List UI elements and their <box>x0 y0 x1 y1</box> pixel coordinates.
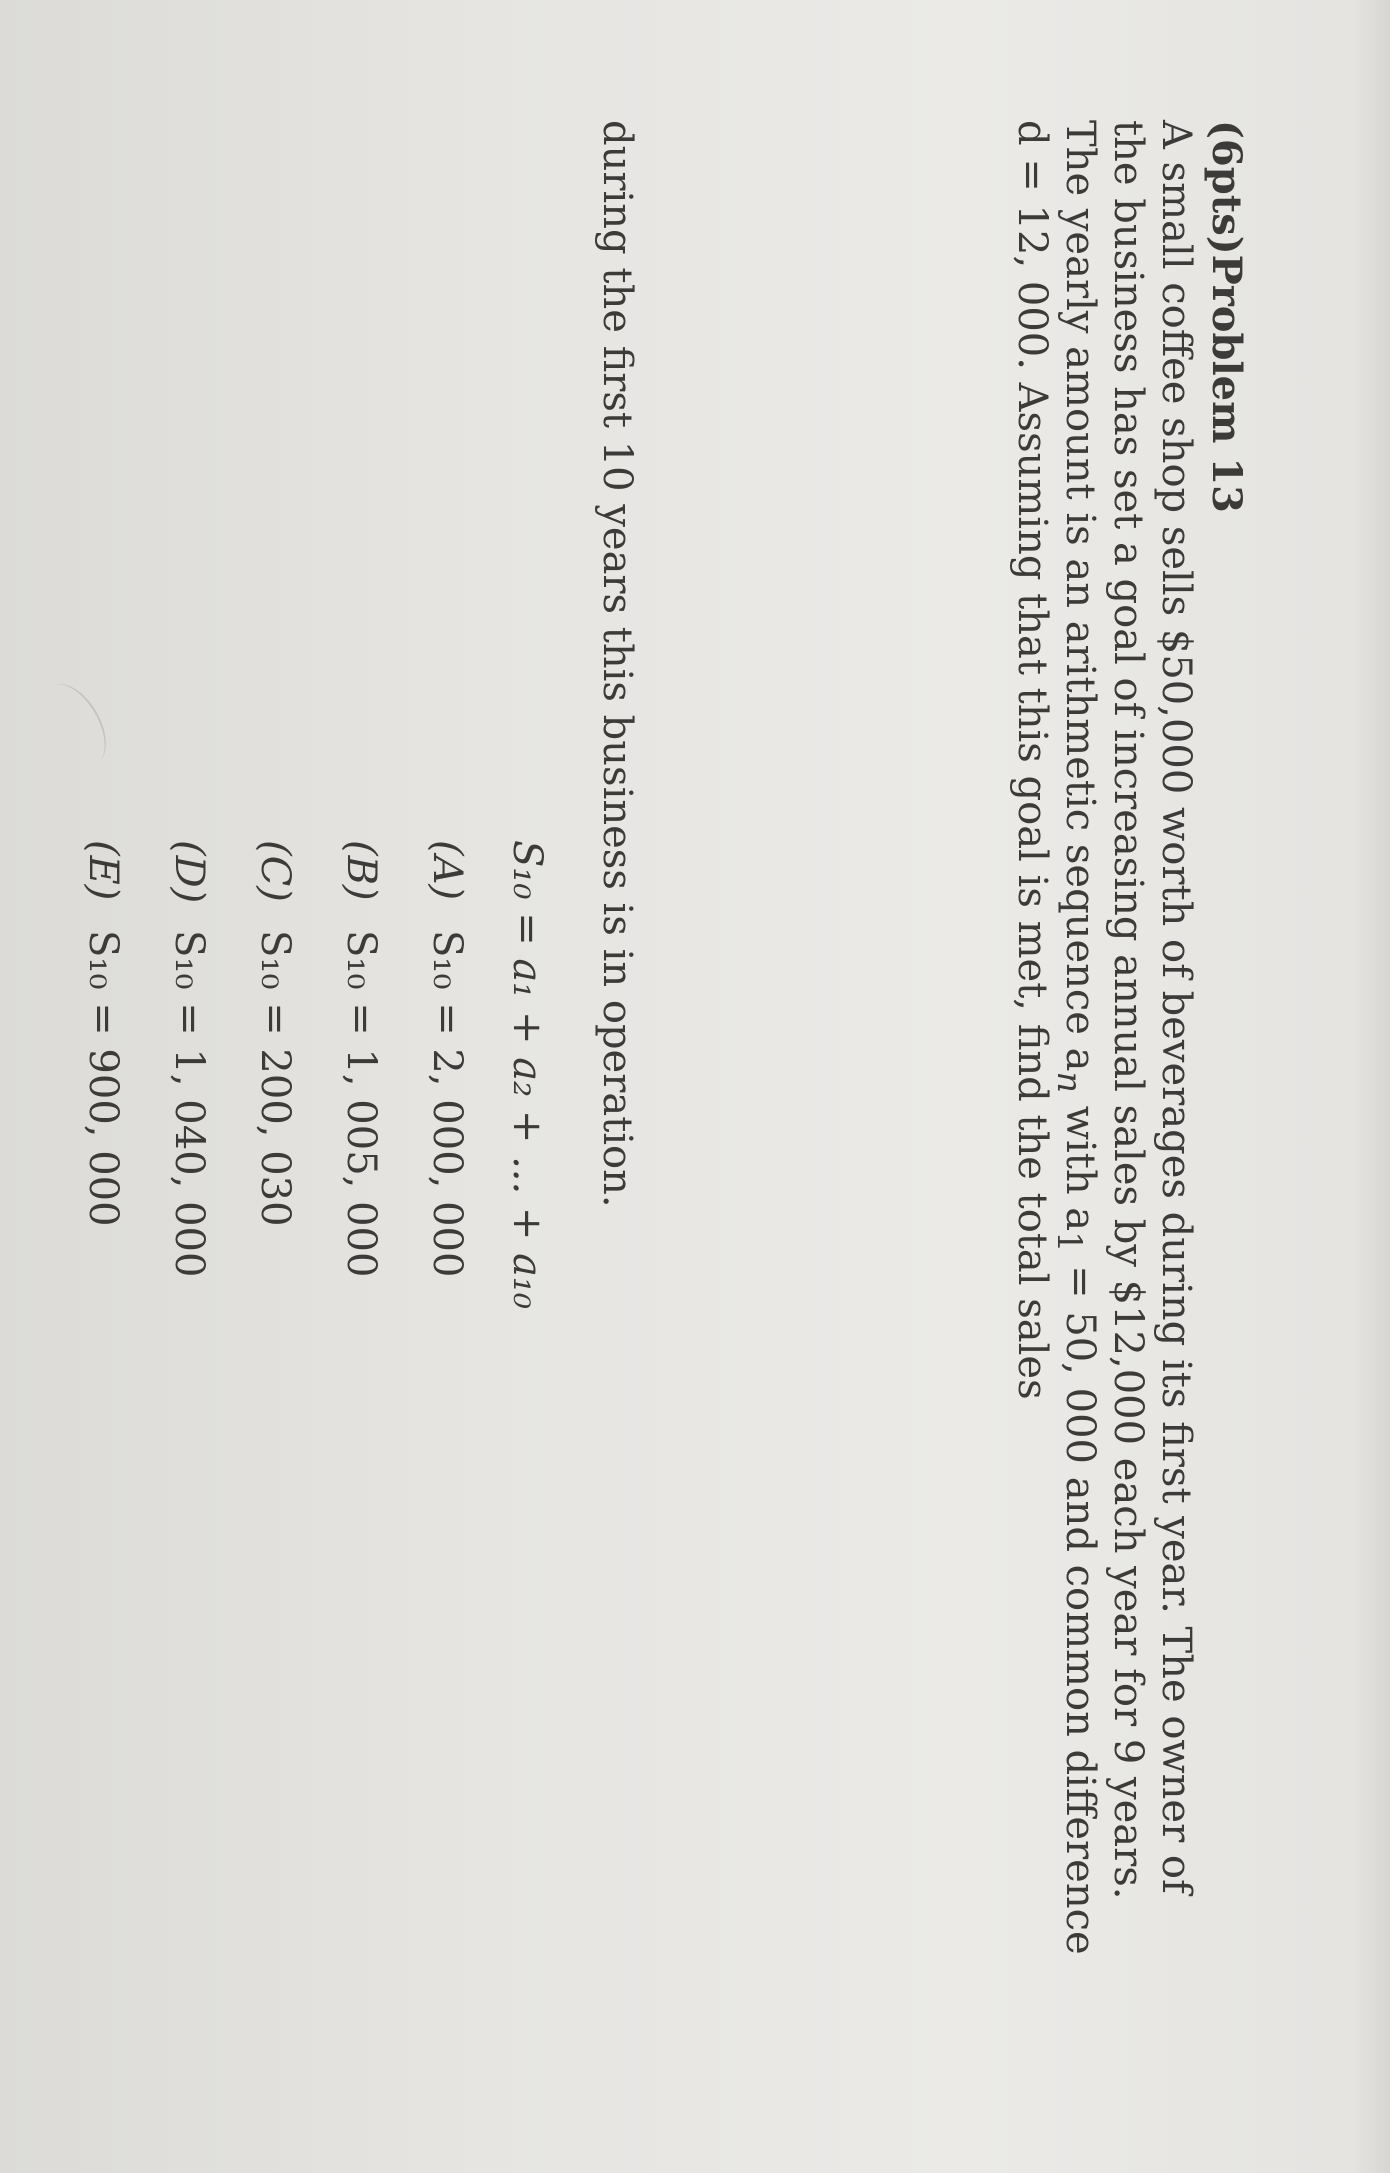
subscript-n: n <box>1050 1071 1089 1093</box>
choice-c-text: S₁₀ = 200, 030 <box>252 930 298 1227</box>
choice-d-text: S₁₀ = 1, 040, 000 <box>166 930 212 1278</box>
choice-d <box>166 840 212 1277</box>
problem-line-3-mid: with a <box>1057 1093 1103 1232</box>
problem-block <box>80 120 1250 1955</box>
choice-e <box>80 840 126 1227</box>
choice-b-text: S₁₀ = 1, 005, 000 <box>338 930 384 1278</box>
sum-formula: S₁₀ = a₁ + a₂ + ... + a₁₀ <box>504 840 550 1310</box>
problem-during-line: during the first 10 years this business is in operation. <box>594 120 640 1208</box>
problem-line-3-start: The yearly amount is an arithmetic sequence a <box>1057 120 1103 1072</box>
problem-line-3 <box>1050 120 1104 1955</box>
choice-c-label: (C) <box>252 840 298 902</box>
choice-e-text: S₁₀ = 900, 000 <box>80 930 126 1227</box>
choice-e-label: (E) <box>80 840 126 901</box>
choice-a-label: (A) <box>424 840 470 901</box>
choice-a <box>424 840 470 1277</box>
problem-line-2: the business has set a goal of increasing annual sales by $12,000 each year for 9 years. <box>1105 120 1151 1900</box>
choice-c <box>252 840 298 1227</box>
subscript-1: 1 <box>1050 1231 1089 1253</box>
choice-d-label: (D) <box>166 840 212 904</box>
problem-line-3-end: = 50, 000 and common difference <box>1057 1252 1103 1955</box>
problem-line-4: d = 12, 000. Assuming that this goal is met, find the total sales <box>1009 120 1055 1400</box>
pencil-mark <box>29 673 119 777</box>
problem-line-1: A small coffee shop sells $50,000 worth of beverages during its first year. The owner of <box>1153 120 1199 1894</box>
choice-b <box>338 840 384 1277</box>
problem-title: (6pts)Problem 13 <box>1203 120 1250 514</box>
choice-a-text: S₁₀ = 2, 000, 000 <box>424 930 470 1278</box>
choice-b-label: (B) <box>338 840 384 901</box>
